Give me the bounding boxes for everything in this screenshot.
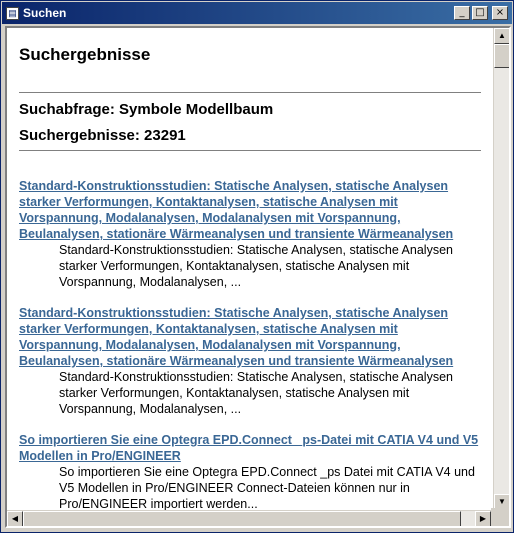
result-link[interactable]: So importieren Sie eine Optegra EPD.Connect _ps-Datei mit CATIA V4 und V5 Modellen in Pro/ENGINEER	[19, 433, 479, 463]
horizontal-scrollbar[interactable]	[7, 510, 491, 526]
content-frame	[5, 26, 511, 528]
query-line: Suchabfrage: Symbole Modellbaum	[19, 101, 274, 118]
title-bar[interactable]	[2, 2, 512, 24]
scroll-down-button[interactable]: ▼	[494, 494, 510, 510]
vertical-scrollbar[interactable]	[493, 28, 509, 510]
result-snippet: Standard-Konstruktionsstudien: Statische Analysen, statische Analysen starker Verformungen, Kontaktanalysen, statische Analysen mit Vorspannung, Modalanalysen, ...	[59, 370, 453, 416]
scroll-up-button[interactable]: ▲	[494, 28, 510, 44]
close-button[interactable]: ×	[492, 6, 508, 20]
divider	[19, 150, 481, 151]
maximize-button[interactable]: □	[472, 6, 488, 20]
result-count: Suchergebnisse: 23291	[19, 127, 186, 144]
result-link[interactable]: Standard-Konstruktionsstudien: Statische Analysen, statische Analysen starker Verformungen, Kontaktanalysen, statische Analysen mit Vorspannung, Modalanalysen, Modalanalysen mit Vorspannung, Beulanalysen, stationäre Wärmeanalysen und transiente Wärmeanalysen	[19, 306, 454, 368]
results-list	[19, 178, 491, 510]
horizontal-scroll-thumb[interactable]	[23, 511, 461, 527]
scrollbar-corner	[491, 508, 509, 526]
divider	[19, 92, 481, 93]
minimize-button[interactable]: _	[454, 6, 470, 20]
result-item	[19, 178, 491, 290]
scroll-left-button[interactable]: ◀	[7, 511, 23, 527]
result-snippet: So importieren Sie eine Optegra EPD.Connect _ps Datei mit CATIA V4 und V5 Modellen in Pro/ENGINEER Connect-Dateien können nur in Pro/ENGINEER importiert werden...	[59, 465, 475, 510]
results-page	[7, 28, 491, 510]
window-title: Suchen	[23, 6, 67, 20]
vertical-scroll-thumb[interactable]	[494, 44, 510, 68]
result-item	[19, 305, 491, 417]
result-link[interactable]: Standard-Konstruktionsstudien: Statische Analysen, statische Analysen starker Verformungen, Kontaktanalysen, statische Analysen mit Vorspannung, Modalanalysen, Modalanalysen mit Vorspannung, Beulanalysen, stationäre Wärmeanalysen und transiente Wärmeanalysen	[19, 179, 454, 241]
page-heading: Suchergebnisse	[19, 45, 151, 64]
result-item	[19, 432, 491, 510]
scroll-right-button[interactable]: ▶	[475, 511, 491, 527]
result-snippet: Standard-Konstruktionsstudien: Statische Analysen, statische Analysen starker Verformungen, Kontaktanalysen, statische Analysen mit Vorspannung, Modalanalysen, ...	[59, 243, 453, 289]
app-icon[interactable]: ▤	[6, 7, 19, 20]
